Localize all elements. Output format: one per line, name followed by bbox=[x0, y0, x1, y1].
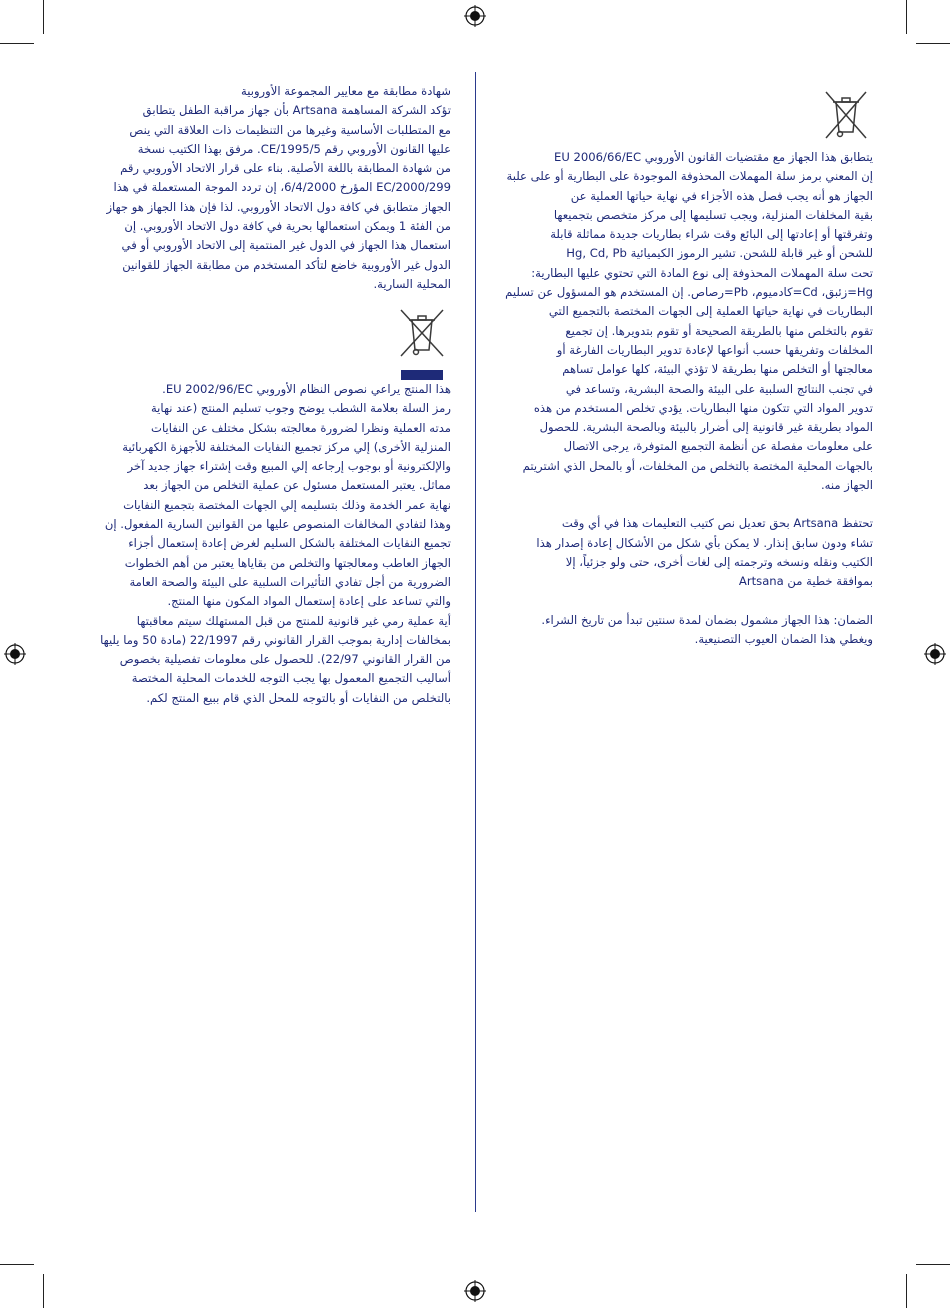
text-line: ويغطي هذا الضمان العيوب التصنيعية. bbox=[694, 631, 873, 646]
text-line: معالجتها أو التخلص منها بطريقة لا تؤذي البيئة، كلها عوامل تساهم bbox=[562, 362, 873, 377]
crop-mark bbox=[0, 43, 34, 44]
text-line: للشحن أو غير قابلة للشحن. تشير الرموز الكيميائية Hg, Cd, Pb bbox=[566, 246, 873, 261]
text-line: مماثل. يعتبر المستعمل مسئول عن عملية التخلص من الجهاز بعد bbox=[143, 478, 451, 493]
text-line: أساليب التجميع المعمول بها يجب التوجه للخدمات المحلية المختصة bbox=[131, 671, 451, 686]
crop-mark bbox=[916, 1264, 950, 1265]
text-line: عليها القانون الأوروبي رقم CE/1995/5. مرفق بهذا الكتيب نسخة bbox=[137, 141, 451, 156]
text-line: تجميع النفايات المختلفة بالشكل السليم لغرض إعادة إستعمال أجزاء bbox=[128, 536, 451, 551]
text-line: بقية المخلفات المنزلية، ويجب تسليمها إلى مركز متخصص بتجميعها bbox=[553, 207, 873, 222]
text-line: وهذا لتفادي المخالفات المنصوص عليها من القوانين السارية المفعول. إن bbox=[104, 517, 451, 532]
text-line: والإلكترونية أو بوجوب إرجاعه إلي المبيع وقت إشتراء جهاز جديد آخر bbox=[127, 459, 451, 474]
penalty-paragraph bbox=[92, 612, 451, 708]
left-column-lower bbox=[92, 380, 451, 708]
weee-battery-paragraph bbox=[498, 148, 873, 495]
text-line: البطاريات في نهاية حياتها العملية إلى الجهات المختصة بالتجميع التي bbox=[548, 304, 873, 319]
text-line: EC/2000/299 المؤرخ 6/4/2000، إن تردد الموجة المستعملة في هذا bbox=[113, 180, 451, 195]
crossed-out-bin-icon bbox=[398, 308, 446, 380]
text-line: شهادة مطابقة مع معايير المجموعة الأوروبية bbox=[241, 84, 451, 98]
text-line: والتي تساعد على إعادة إستعمال المواد المكون منها المنتج. bbox=[167, 594, 451, 609]
weee-product-paragraph bbox=[92, 380, 451, 612]
text-line: الجهاز العاطب ومعالجتها والتخلص من بقاياها يعتبر من أهم الخطوات bbox=[124, 555, 451, 570]
registration-mark-icon bbox=[464, 1280, 486, 1302]
text-line: وتفرقتها أو إعادتها إلى البائع وقت شراء بطاريات جديدة مماثلة قابلة bbox=[550, 227, 873, 242]
text-line: من شهادة المطابقة باللغة الأصلية. بناء على قرار الاتحاد الأوروبي رقم bbox=[120, 161, 451, 176]
text-line: إن المعني برمز سلة المهملات المحذوفة الموجودة على البطارية أو على علبة bbox=[506, 169, 873, 184]
crop-mark bbox=[43, 0, 44, 34]
text-line: تحتفظ Artsana بحق تعديل نص كتيب التعليمات هذا في أي وقت bbox=[561, 516, 873, 531]
text-line: تدوير المواد التي تتكون منها البطاريات. يؤدي تخلص المستخدم من هذه bbox=[533, 400, 873, 415]
text-line: Hg=زئبق، Cd=كادميوم، Pb=رصاص. إن المستخدم هو المسؤول عن تسليم bbox=[505, 285, 873, 300]
text-line: المواد بطريقة غير قانونية إلى أضرار بالبيئة وبالصحة البشرية. للحصول bbox=[539, 420, 873, 435]
registration-mark-icon bbox=[924, 643, 946, 665]
text-line: استعمال هذا الجهاز في الدول غير المنتمية إلى الاتحاد الأوروبي أو في bbox=[121, 238, 451, 253]
crop-mark bbox=[906, 1274, 907, 1308]
text-line: الجهاز متطابق في كافة دول الاتحاد الأوروبي. لذا فإن هذا الجهاز هو جهاز bbox=[106, 199, 451, 214]
ce-conformity-paragraph bbox=[92, 82, 451, 294]
crop-mark bbox=[906, 0, 907, 34]
text-line: أية عملية رمي غير قانونية للمنتج من قبل المستهلك سيتم معاقبتها bbox=[136, 613, 451, 628]
text-line: الجهاز هو أنه يجب فصل هذه الأجزاء في نهاية حياتها العملية عن bbox=[570, 188, 873, 203]
text-line: الضرورية من أجل تفادي التأثيرات السلبية على البيئة والصحة العامة bbox=[129, 574, 451, 589]
text-line: من الفئة 1 ويمكن استعمالها بحرية في كافة دول الاتحاد الأوروبي. إن bbox=[124, 219, 451, 234]
text-line: بالتخلص من النفايات أو بالتوجه للمحل الذي قام ببيع المنتج لكم. bbox=[146, 690, 451, 705]
crop-mark bbox=[0, 1264, 34, 1265]
crop-mark bbox=[43, 1274, 44, 1308]
text-line: المحلية السارية. bbox=[373, 276, 451, 291]
text-line: تشاء ودون سابق إنذار. لا يمكن بأي شكل من الأشكال إعادة إصدار هذا bbox=[536, 535, 873, 550]
text-line: مع المتطلبات الأساسية وغيرها من التنظيمات ذات العلاقة التي ينص bbox=[129, 122, 451, 137]
text-line: يتطابق هذا الجهاز مع مقتضيات القانون الأوروبي EU 2006/66/EC bbox=[554, 150, 873, 164]
text-line: تحت سلة المهملات المحذوفة إلى نوع المادة التي تحتوي عليها البطارية: bbox=[531, 265, 873, 280]
text-line: الجهاز منه. bbox=[820, 478, 873, 493]
text-line: تؤكد الشركة المساهمة Artsana بأن جهاز مراقبة الطفل يتطابق bbox=[142, 103, 451, 118]
text-line: الضمان: هذا الجهاز مشمول بضمان لمدة سنتين تبدأ من تاريخ الشراء. bbox=[541, 612, 873, 627]
text-line: رمز السلة بعلامة الشطب يوضح وجوب تسليم المنتج (عند نهاية bbox=[150, 401, 451, 416]
text-line: المخلفات وتفريقها حسب أنواعها لإعادة تدوير البطاريات الفارغة أو bbox=[556, 342, 873, 357]
warranty-paragraph bbox=[498, 611, 873, 650]
text-line: نهاية عمر الخدمة وذلك بتسليمه إلي الجهات المختصة بتجميع النفايات bbox=[123, 497, 451, 512]
registration-mark-icon bbox=[4, 643, 26, 665]
text-line: بالجهات المحلية المختصة بالتخلص من المخلفات، أو بالمحل الذي اشتريتم bbox=[522, 458, 873, 473]
left-column bbox=[92, 82, 451, 294]
text-line: هذا المنتج يراعي نصوص النظام الأوروبي EU 2002/96/EC. bbox=[162, 382, 451, 396]
text-line: الدول غير الأوروبية خاضع لتأكد المستخدم من مطابقة الجهاز للقوانين bbox=[122, 257, 451, 272]
column-divider bbox=[475, 72, 476, 1212]
text-line: بموافقة خطية من Artsana bbox=[738, 574, 873, 589]
artsana-rights-paragraph bbox=[498, 514, 873, 591]
crossed-out-bin-icon bbox=[822, 90, 870, 140]
text-line: الكتيب ونقله ونسخه وترجمته إلى لغات أخرى، حتى ولو جزئياً، إلا bbox=[565, 554, 873, 569]
right-column bbox=[498, 148, 873, 649]
text-line: بمخالفات إدارية بموجب القرار القانوني رقم 22/1997 (مادة 50 وما يليها bbox=[100, 632, 451, 647]
text-line: من القرار القانوني 22/97). للحصول على معلومات تفصيلية بخصوص bbox=[119, 652, 451, 667]
text-line: في تجنب النتائج السلبية على البيئة والصحة البشرية، وتساعد في bbox=[565, 381, 873, 396]
crop-mark bbox=[916, 43, 950, 44]
text-line: تقوم بالتخلص منها بالطريقة الصحيحة أو تقوم بتدويرها. إن تجميع bbox=[565, 323, 873, 338]
registration-mark-icon bbox=[464, 5, 486, 27]
text-line: المنزلية الأخرى) إلي مركز تجميع النفايات المختلفة للأجهزة الكهربائية bbox=[122, 439, 451, 454]
text-line: مدته العملية ونظرا لضرورة معالجته بشكل مختلف عن النفايات bbox=[151, 420, 451, 435]
text-line: على معلومات مفصلة عن أنظمة التجميع المتوفرة، يرجى الاتصال bbox=[563, 439, 873, 454]
